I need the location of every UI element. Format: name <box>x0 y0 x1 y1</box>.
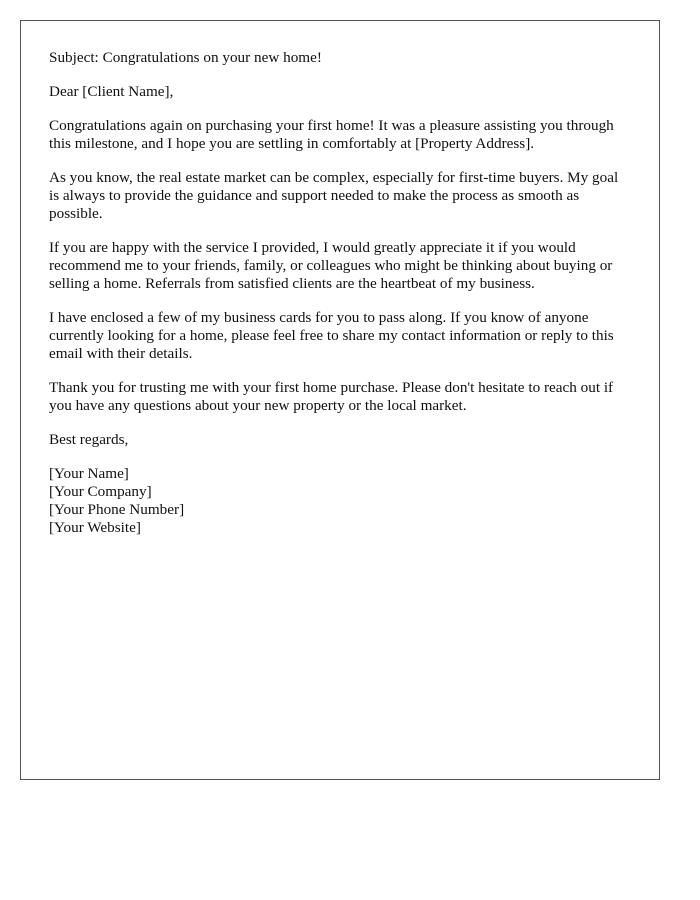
letter-paragraph: Thank you for trusting me with your first home purchase. Please don't hesitate to reach out if you have any questions about your new property or the local market. <box>49 379 614 414</box>
signature-company: [Your Company] <box>49 483 152 500</box>
signature-name: [Your Name] <box>49 465 129 482</box>
letter-paragraph: Congratulations again on purchasing your first home! It was a pleasure assisting you through this milestone, and I hope you are settling in comfortably at [Property Address]. <box>49 117 614 152</box>
letter-frame <box>20 20 660 780</box>
signature-block <box>49 465 631 537</box>
letter-paragraph: As you know, the real estate market can be complex, especially for first-time buyers. My goal is always to provide the guidance and support needed to make the process as smooth as possible. <box>49 169 619 222</box>
letter-paragraph: If you are happy with the service I provided, I would greatly appreciate it if you would recommend me to your friends, family, or colleagues who might be thinking about buying or selling a home. Referrals from satisfied clients are the heartbeat of my business. <box>49 239 613 292</box>
signature-phone: [Your Phone Number] <box>49 501 185 518</box>
letter-closing: Best regards, <box>49 431 129 448</box>
letter-paragraph: I have enclosed a few of my business cards for you to pass along. If you know of anyone currently looking for a home, please feel free to share my contact information or reply to this email with their details. <box>49 309 614 362</box>
letter-subject: Subject: Congratulations on your new home! <box>49 49 322 66</box>
letter-salutation: Dear [Client Name], <box>49 83 174 100</box>
signature-website: [Your Website] <box>49 519 141 536</box>
